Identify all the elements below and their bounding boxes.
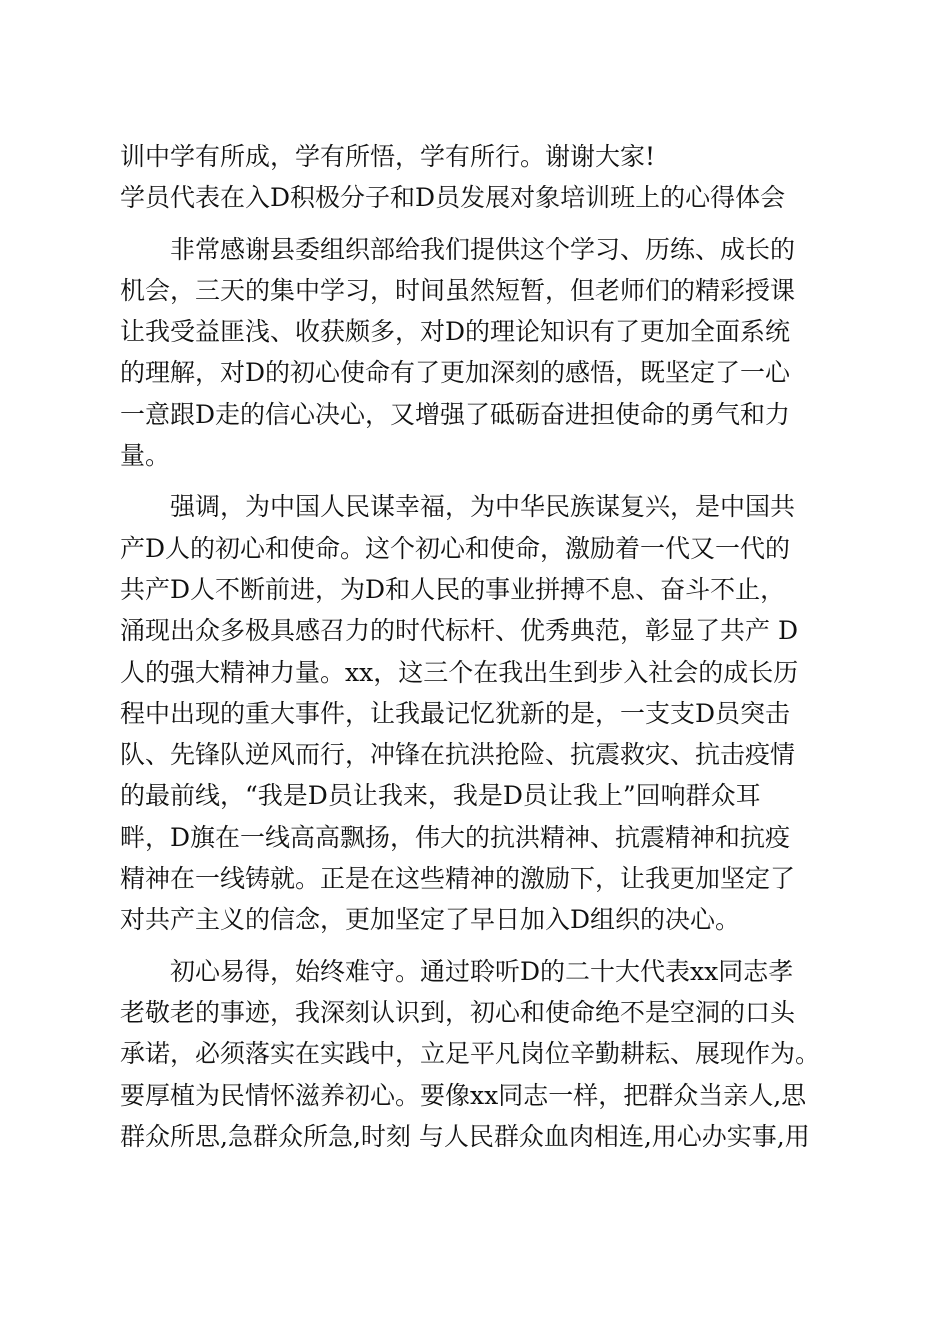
paragraph-2-line-1: 强调，为中国人民谋幸福，为中华民族谋复兴，是中国共 <box>170 492 796 522</box>
paragraph-3-line-1: 初心易得，始终难守。通过聆听D的二十大代表xx同志孝 <box>170 956 794 986</box>
paragraph-2-line-6: 程中出现的重大事件，让我最记忆犹新的是，一支支D员突击 <box>120 698 791 728</box>
text-line-1: 训中学有所成，学有所悟，学有所行。谢谢大家! <box>120 142 656 171</box>
paragraph-2-line-10: 精神在一线铸就。正是在这些精神的激励下，让我更加坚定了 <box>120 864 796 894</box>
paragraph-2-line-5: 人的强大精神力量。xx，这三个在我出生到步入社会的成长历 <box>120 657 799 687</box>
paragraph-2-line-11: 对共产主义的信念，更加坚定了早日加入D组织的决心。 <box>120 905 741 935</box>
paragraph-1-line-5: 一意跟D走的信心决心，又增强了砥砺奋进担使命的勇气和力 <box>120 399 791 429</box>
paragraph-3-line-3: 承诺，必须落实在实践中，立足平凡岗位辛勤耕耘、展现作为。 <box>120 1039 821 1069</box>
paragraph-1-line-4: 的理解，对D的初心使命有了更加深刻的感悟，既坚定了一心 <box>120 358 791 388</box>
paragraph-2-line-4: 涌现出众多极具感召力的时代标杆、优秀典范，彰显了共产 D <box>120 616 798 646</box>
paragraph-3-line-2: 老敬老的事迹，我深刻认识到，初心和使命绝不是空洞的口头 <box>120 997 796 1027</box>
paragraph-1-line-1: 非常感谢县委组织部给我们提供这个学习、历练、成长的 <box>170 234 796 264</box>
paragraph-1-line-6: 量。 <box>120 441 171 471</box>
paragraph-2-line-9: 畔，D旗在一线高高飘扬，伟大的抗洪精神、抗震精神和抗疫 <box>120 822 791 852</box>
paragraph-2-line-3: 共产D人不断前进，为D和人民的事业拼搏不息、奋斗不止， <box>120 574 786 604</box>
paragraph-3-line-5: 群众所思,急群众所急,时刻 与人民群众血肉相连,用心办实事,用 <box>120 1121 810 1151</box>
paragraph-1-line-2: 机会，三天的集中学习，时间虽然短暂，但老师们的精彩授课 <box>120 275 796 305</box>
paragraph-2-line-2: 产D人的初心和使命。这个初心和使命，激励着一代又一代的 <box>120 533 791 563</box>
paragraph-2-line-8: 的最前线，“我是D员让我来，我是D员让我上”回响群众耳 <box>120 781 761 811</box>
document-body <box>120 136 832 1157</box>
paragraph-2-line-7: 队、先锋队逆风而行，冲锋在抗洪抢险、抗震救灾、抗击疫情 <box>120 740 796 770</box>
paragraph-1-line-3: 让我受益匪浅、收获颇多，对D的理论知识有了更加全面系统 <box>120 317 791 347</box>
paragraph-3-line-4: 要厚植为民情怀滋养初心。要像xx同志一样，把群众当亲人,思 <box>120 1080 807 1110</box>
section-title: 学员代表在入D积极分子和D员发展对象培训班上的心得体会 <box>120 183 786 213</box>
